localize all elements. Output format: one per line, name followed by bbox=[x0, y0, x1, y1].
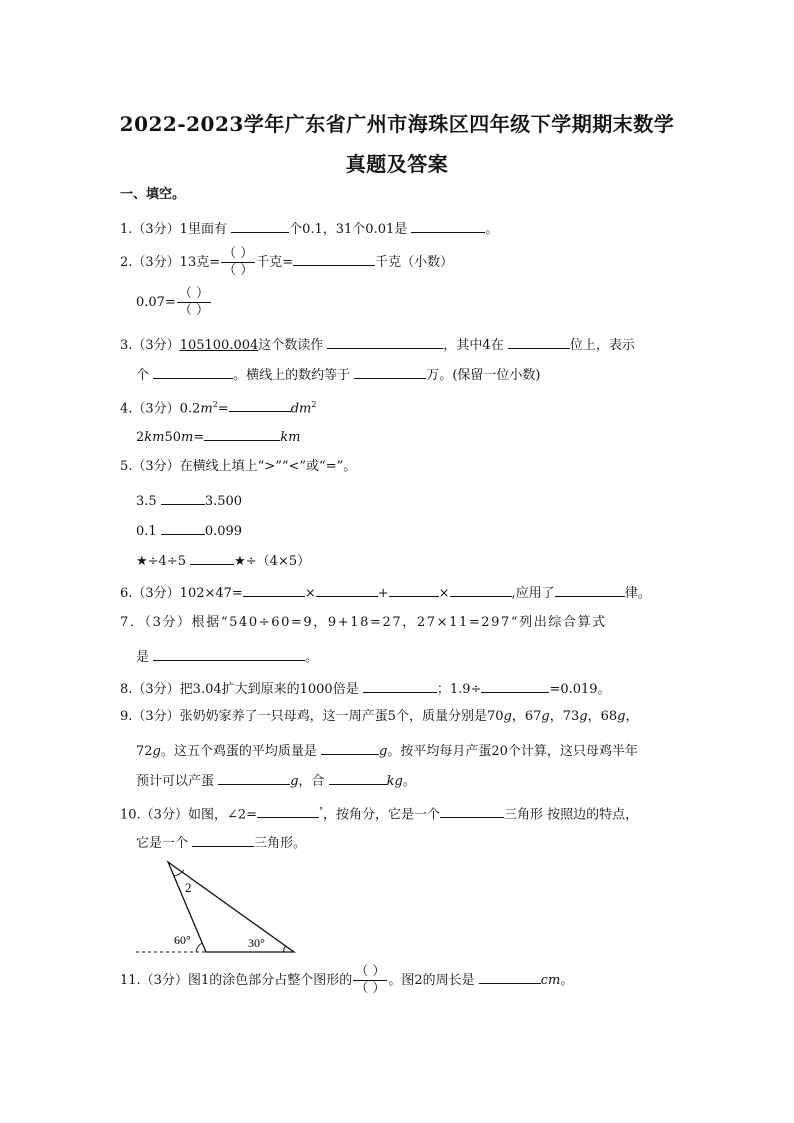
q9-text-a: 9.（3分）张奶奶家养了一只母鸡，这一周产蛋5个，质量分别是70 bbox=[120, 709, 504, 724]
q8-blank-1[interactable] bbox=[363, 678, 437, 693]
q3-text-g: 万。(保留一位小数) bbox=[426, 368, 541, 383]
q3-blank-count[interactable] bbox=[153, 364, 233, 379]
q9-text-a2: ，67 bbox=[511, 709, 542, 724]
q9-unit-g-5: g bbox=[152, 744, 161, 759]
q4-unit-m: m bbox=[200, 401, 213, 417]
question-10-line-2 bbox=[136, 832, 306, 853]
angle-60-label: 60° bbox=[174, 933, 191, 947]
q9-text-b3: 。按平均每月产蛋20个计算，这只母鸡半年 bbox=[387, 744, 638, 759]
question-8 bbox=[120, 678, 611, 699]
q6-blank-3[interactable] bbox=[389, 582, 439, 597]
q10-text-b: ，按角分，它是一个 bbox=[323, 807, 441, 823]
q9-unit-kg: kg bbox=[386, 774, 403, 789]
q2-blank-decimal[interactable] bbox=[293, 251, 375, 266]
q10-blank-angle-type[interactable] bbox=[440, 803, 504, 818]
q5-blank-1[interactable] bbox=[161, 490, 205, 505]
q4-blank-2[interactable] bbox=[204, 426, 280, 441]
q9-text-c2: ，合 bbox=[298, 774, 325, 789]
q4-line2-b: 50 bbox=[164, 430, 182, 445]
q2-fraction-numerator[interactable]: （ ） bbox=[223, 246, 254, 261]
q3-blank-reading[interactable] bbox=[327, 334, 443, 349]
q11-text-b: 。图2的周长是 bbox=[388, 973, 475, 988]
question-1 bbox=[120, 218, 498, 239]
q10-blank-side-type[interactable] bbox=[192, 832, 254, 847]
q3-text-e: 个 bbox=[136, 368, 150, 383]
question-5: 5.（3分）在横线上填上“>”“<”或“=”。 bbox=[120, 459, 357, 474]
q3-text-c: ，其中4在 bbox=[443, 338, 504, 353]
q11-fraction bbox=[353, 964, 387, 997]
question-11 bbox=[120, 964, 573, 997]
q7-text-c: 。 bbox=[305, 650, 319, 665]
q5-row2-left: 0.1 bbox=[136, 524, 157, 539]
q3-blank-approx[interactable] bbox=[354, 364, 426, 379]
q6-blank-1[interactable] bbox=[243, 582, 305, 597]
question-4-line-2 bbox=[136, 426, 301, 447]
q4-unit-m-2: m bbox=[181, 430, 194, 445]
q8-blank-2[interactable] bbox=[481, 678, 549, 693]
q5-row3-right: ★÷（4×5） bbox=[234, 554, 311, 569]
q4-blank-1[interactable] bbox=[229, 397, 291, 412]
page-title-continued: 真题及答案 bbox=[345, 152, 449, 176]
q6-text-a: 6.（3分）102×47= bbox=[120, 586, 243, 601]
q1-blank-2[interactable] bbox=[411, 218, 485, 233]
angle-60-arc bbox=[196, 943, 202, 952]
q2-fraction-2-numerator[interactable]: （ ） bbox=[178, 286, 209, 301]
q9-text-c3: 。 bbox=[402, 774, 416, 789]
q4-sup: 2 bbox=[212, 400, 218, 409]
question-2 bbox=[120, 246, 453, 279]
q3-text-a: 3.（3分） bbox=[120, 338, 180, 353]
q1-text-b: 个0.1，31个0.01是 bbox=[289, 222, 408, 237]
q4-line2-c: = bbox=[193, 430, 205, 445]
q3-underlined-number: 105100.004 bbox=[179, 338, 259, 353]
question-7-line-2 bbox=[136, 646, 318, 667]
q4-text-a: 4.（3分）0.2 bbox=[120, 401, 201, 417]
q4-unit-km-2: km bbox=[280, 430, 301, 445]
q5-row1-right: 3.500 bbox=[204, 494, 243, 509]
q6-text-b: ,应用了 bbox=[511, 586, 555, 601]
q2-fraction-denominator[interactable]: （ ） bbox=[223, 263, 254, 278]
q9-unit-g-3: g bbox=[579, 709, 588, 724]
q2-text-c: 千克（小数） bbox=[375, 255, 454, 270]
q8-text-c: =0.019。 bbox=[549, 682, 611, 697]
q4-unit-dm: dm bbox=[290, 401, 312, 417]
q9-unit-g-6: g bbox=[379, 744, 388, 759]
q6-plus: + bbox=[377, 586, 389, 601]
q5-blank-3[interactable] bbox=[190, 550, 234, 565]
q6-times-1: × bbox=[304, 586, 316, 601]
q11-unit-cm: cm bbox=[540, 973, 561, 988]
question-7: 7．（3分）根据“540÷60=9，9+18=27，27×11=297“列出综合算式 bbox=[120, 615, 607, 630]
question-9-line-3 bbox=[136, 770, 416, 791]
question-4 bbox=[120, 396, 316, 418]
page-title: 2022-2023学年广东省广州市海珠区四年级下学期期末数学 bbox=[119, 112, 675, 136]
q11-text-c: 。 bbox=[560, 973, 574, 988]
q9-text-a3: ，73 bbox=[549, 709, 580, 724]
q11-text-a: 11.（3分）图1的涂色部分占整个图形的 bbox=[120, 973, 353, 988]
question-9 bbox=[120, 708, 638, 726]
q2-fraction-2 bbox=[177, 286, 211, 319]
q9-text-c1: 预计可以产蛋 bbox=[136, 774, 215, 789]
section-heading: 一、填空。 bbox=[120, 187, 186, 202]
angle-2-label: 2 bbox=[185, 880, 192, 895]
q6-times-2: × bbox=[438, 586, 450, 601]
q11-blank-perimeter[interactable] bbox=[479, 969, 541, 984]
q2-text-a: 2.（3分）13克= bbox=[120, 255, 221, 270]
q2-text-b: 千克= bbox=[256, 255, 294, 270]
q3-text-b: 这个数读作 bbox=[258, 338, 324, 353]
q6-text-c: 律。 bbox=[624, 586, 651, 601]
q10-blank-angle[interactable] bbox=[257, 803, 319, 818]
q4-sup-2: 2 bbox=[311, 400, 317, 409]
q1-text-c: 。 bbox=[485, 222, 499, 237]
q2-text-d: 0.07= bbox=[136, 295, 176, 310]
q10-text-d: 它是一个 bbox=[136, 836, 189, 851]
q6-blank-law[interactable] bbox=[555, 582, 625, 597]
question-10 bbox=[120, 802, 638, 824]
q5-row2-right: 0.099 bbox=[204, 524, 243, 539]
q10-degree: ° bbox=[319, 806, 324, 815]
q9-text-b1: 72 bbox=[136, 744, 153, 759]
q9-blank-average[interactable] bbox=[321, 740, 379, 755]
angle-30-arc bbox=[284, 946, 286, 952]
q1-blank-1[interactable] bbox=[231, 218, 289, 233]
q9-unit-g-1: g bbox=[503, 709, 512, 724]
q3-text-f: 。横线上的数约等于 bbox=[233, 368, 351, 383]
q5-row-1 bbox=[136, 490, 242, 511]
q9-text-a5: ， bbox=[625, 709, 639, 724]
q1-text-a: 1.（3分）1里面有 bbox=[120, 222, 227, 237]
q8-text-a: 8.（3分）把3.04扩大到原来的1000倍是 bbox=[120, 682, 359, 697]
q4-eq: = bbox=[217, 401, 229, 417]
q7-blank[interactable] bbox=[153, 646, 305, 661]
q9-blank-kg[interactable] bbox=[329, 770, 387, 785]
q6-blank-2[interactable] bbox=[316, 582, 378, 597]
question-3-line-2 bbox=[136, 364, 540, 385]
q5-row3-left: ★÷4÷5 bbox=[136, 554, 186, 569]
q10-text-e: 三角形。 bbox=[254, 836, 307, 851]
q10-text-a: 10.（3分）如图，∠2= bbox=[120, 807, 258, 823]
q7-text-b: 是 bbox=[136, 650, 150, 665]
q4-line2-a: 2 bbox=[136, 430, 145, 445]
q9-unit-g-7: g bbox=[290, 774, 299, 789]
triangle-figure bbox=[134, 856, 304, 960]
q6-blank-4[interactable] bbox=[450, 582, 512, 597]
angle-30-label: 30° bbox=[248, 936, 265, 950]
q2-fraction bbox=[221, 246, 255, 279]
q9-text-b2: 。这五个鸡蛋的平均质量是 bbox=[160, 744, 317, 759]
q5-row-3 bbox=[136, 550, 310, 571]
q9-text-a4: ，68 bbox=[587, 709, 618, 724]
q4-unit-km: km bbox=[144, 430, 165, 445]
question-3 bbox=[120, 334, 635, 355]
question-9-line-2 bbox=[136, 740, 638, 761]
q9-unit-g-4: g bbox=[617, 709, 626, 724]
q5-row-2 bbox=[136, 520, 242, 541]
q10-text-c: 三角形 按照边的特点， bbox=[504, 807, 639, 823]
q3-blank-place[interactable] bbox=[508, 334, 570, 349]
q11-fraction-numerator[interactable]: （ ） bbox=[355, 964, 386, 979]
q8-text-b: ；1.9÷ bbox=[436, 682, 482, 697]
q9-blank-grams[interactable] bbox=[218, 770, 290, 785]
q5-row1-left: 3.5 bbox=[136, 494, 157, 509]
question-2-part-2 bbox=[136, 286, 212, 319]
question-6 bbox=[120, 582, 651, 603]
q5-blank-2[interactable] bbox=[161, 520, 205, 535]
q3-text-d: 位上，表示 bbox=[569, 338, 635, 353]
q2-fraction-2-denominator[interactable]: （ ） bbox=[178, 303, 209, 318]
q11-fraction-denominator[interactable]: （ ） bbox=[355, 981, 386, 996]
q9-unit-g-2: g bbox=[541, 709, 550, 724]
